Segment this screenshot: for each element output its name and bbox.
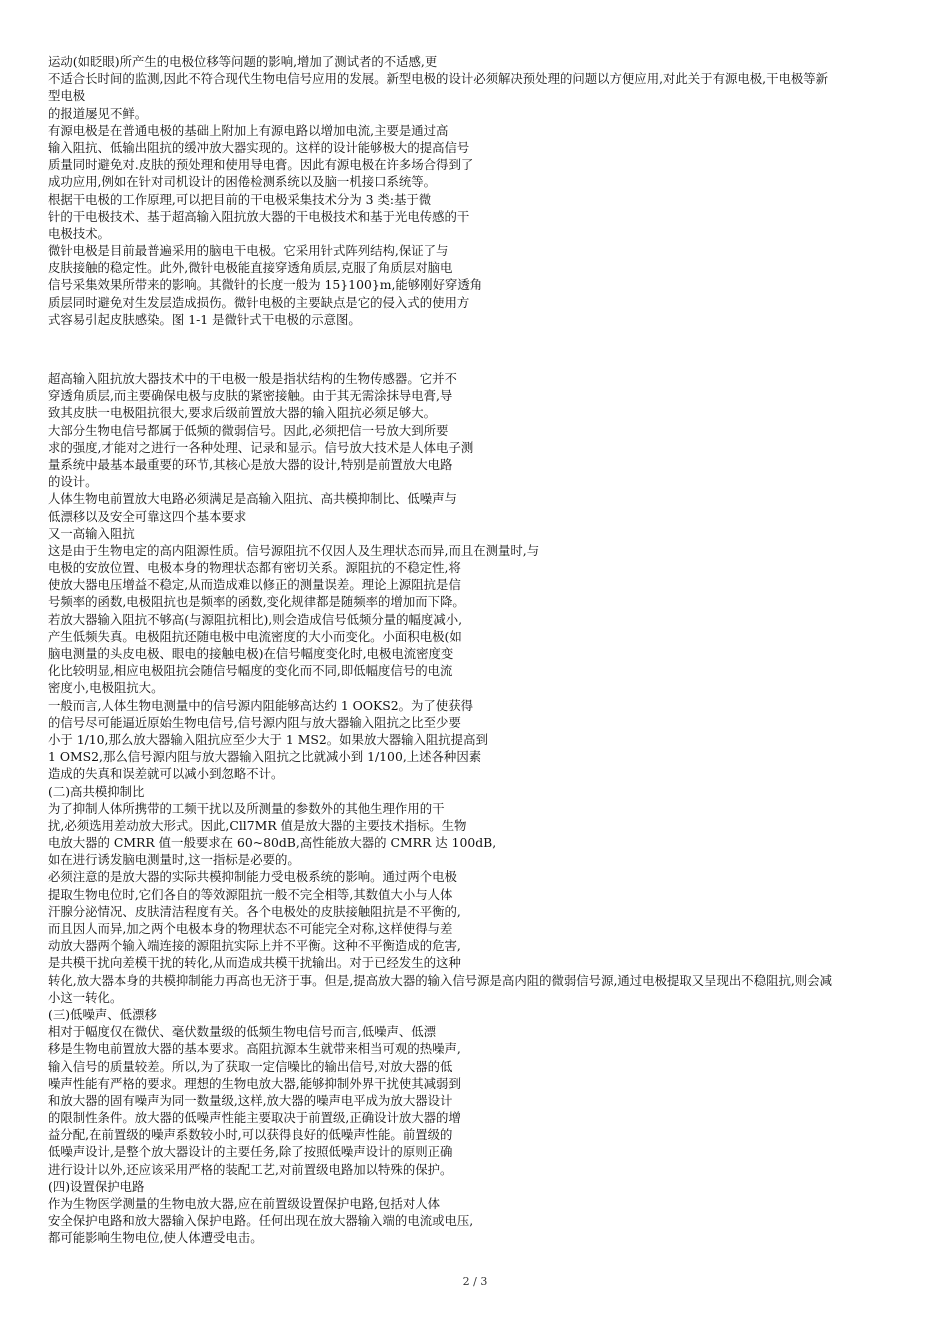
text-line: 输入信号的质量较差。所以,为了获取一定信噪比的输出信号,对放大器的低 (48, 1058, 453, 1074)
text-line: 提取生物电位时,它们各自的等效源阻抗一般不完全相等,其数值大小与人体 (48, 886, 453, 902)
text-line: 微针电极是目前最普遍采用的脑电干电极。它采用针式阵列结构,保证了与 (48, 243, 449, 259)
text-line: 是共模干扰向差模干扰的转化,从而造成共模干扰输出。对于已经发生的这种 (48, 955, 461, 971)
text-line: 质层同时避免对生发层造成损伤。微针电极的主要缺点是它的侵入式的使用方 (48, 294, 470, 310)
text-line: 致其皮肤一电极阻抗很大,要求后级前置放大器的输入阻抗必须足够大。 (48, 405, 437, 421)
text-block-lower (48, 370, 908, 1247)
text-line: 移是生物电前置放大器的基本要求。高阻抗源本生就带来相当可观的热噪声, (48, 1041, 461, 1057)
text-line: 使放大器电压增益不稳定,从而造成难以修正的测量误差。理论上源阻抗是信 (48, 577, 461, 593)
text-line: 造成的失真和误差就可以减小到忽略不计。 (48, 766, 284, 782)
text-line: 脑电测量的头皮电极、眼电的接触电极)在信号幅度变化时,电极电流密度变 (48, 646, 454, 661)
page-number: 2 / 3 (462, 1275, 488, 1288)
text-line: 运动(如眨眼)所产生的电极位移等问题的影响,增加了测试者的不适感,更 (48, 54, 438, 69)
text-line: 皮肤接触的稳定性。此外,微针电极能直接穿透角质层,克服了角质层对脑电 (48, 260, 453, 276)
text-line: 动放大器两个输入端连接的源阻抗实际上并不平衡。这种不平衡造成的危害, (48, 938, 461, 954)
text-line: 进行设计以外,还应该采用严格的装配工艺,对前置级电路加以特殊的保护。 (48, 1161, 453, 1177)
text-line: 电放大器的 CMRR 值一般要求在 60~80dB,高性能放大器的 CMRR 达 100dB, (48, 835, 497, 851)
text-line: 都可能影响生物电位,使人体遭受电击。 (48, 1230, 263, 1246)
text-line: 人体生物电前置放大电路必须满足是高输入阻抗、高共模抑制比、低噪声与 (48, 491, 457, 507)
text-line: 超高输入阻抗放大器技术中的干电极一般是指状结构的生物传感器。它并不 (48, 371, 457, 386)
text-line: 号频率的函数,电极阻抗也是频率的函数,变化规律都是随频率的增加而下降。 (48, 594, 465, 610)
text-line: 和放大器的固有噪声为同一数量级,这样,放大器的噪声电平成为放大器设计 (48, 1092, 453, 1108)
text-line: (三)低噪声、低漂移 (48, 1006, 157, 1022)
text-line: 安全保护电路和放大器输入保护电路。任何出现在放大器输入端的电流或电压, (48, 1213, 474, 1229)
text-line: 小于 1/10,那么放大器输入阻抗应至少大于 1 MS2。如果放大器输入阻抗提高到 (48, 731, 488, 747)
text-line: 小这一转化。 (48, 989, 123, 1005)
text-line: 大部分生物电信号都属于低频的微弱信号。因此,必须把信一号放大到所要 (48, 422, 449, 438)
text-line: 式容易引起皮肤感染。图 1-1 是微针式干电极的示意图。 (48, 311, 361, 327)
text-line: 如在进行诱发脑电测量时,这一指标是必要的。 (48, 852, 300, 868)
text-line: 为了抑制人体所携带的工频干扰以及所测量的参数外的其他生理作用的干 (48, 800, 445, 816)
text-line: 转化,放大器本身的共模抑制能力再高也无济于事。但是,提高放大器的输入信号源是高内阻的微弱信号源,通过电极提取又呈现出不稳阻抗,则会减 (48, 972, 832, 988)
text-line: 成功应用,例如在针对司机设计的困倦检测系统以及脑一机接口系统等。 (48, 174, 437, 190)
text-line: 的信号尽可能逼近原始生物电信号,信号源内阻与放大器输入阻抗之比至少要 (48, 714, 461, 730)
text-line: 的设计。 (48, 474, 98, 490)
text-line: 密度小,电极阻抗大。 (48, 680, 164, 696)
text-line: 又一高输入阻抗 (48, 525, 135, 541)
text-line: 输入阻抗、低输出阻抗的缓冲放大器实现的。这样的设计能够极大的提高信号 (48, 139, 470, 155)
text-line: 的报道屡见不鲜。 (48, 105, 148, 121)
text-line: 一般而言,人体生物电测量中的信号源内阻能够高达约 1 OOKS2。为了使获得 (48, 697, 473, 713)
text-line: 汗腺分泌情况、皮肤清洁程度有关。各个电极处的皮肤接触阻抗是不平衡的, (48, 903, 461, 919)
text-line: 必须注意的是放大器的实际共模抑制能力受电极系统的影响。通过两个电极 (48, 869, 457, 885)
text-line: 作为生物医学测量的生物电放大器,应在前置级设置保护电路,包括对人体 (48, 1196, 440, 1211)
text-block-upper (48, 53, 908, 328)
text-line: 这是由于生物电定的高内阻源性质。信号源阻抗不仅因人及生理状态而异,而且在测量时,与 (48, 542, 540, 558)
text-line: 化比较明显,相应电极阻抗会随信号幅度的变化而不同,即低幅度信号的电流 (48, 663, 453, 679)
text-line: 电极技术。 (48, 225, 110, 241)
text-line: (四)设置保护电路 (48, 1178, 145, 1194)
text-line: (二)高共模抑制比 (48, 783, 145, 799)
text-line: 噪声性能有严格的要求。理想的生物电放大器,能够抑制外界干扰使其减弱到 (48, 1075, 461, 1091)
text-line: 扰,必须选用差动放大形式。因此,Cll7MR 值是放大器的主要技术指标。生物 (48, 817, 467, 833)
text-line: 针的干电极技术、基于超高输入阻抗放大器的干电极技术和基于光电传感的干 (48, 208, 470, 224)
text-line: 益分配,在前置级的噪声系数较小时,可以获得良好的低噪声性能。前置级的 (48, 1127, 453, 1143)
text-line: 低漂移以及安全可靠这四个基本要求 (48, 508, 247, 524)
text-line: 低噪声设计,是整个放大器设计的主要任务,除了按照低噪声设计的原则正确 (48, 1144, 453, 1160)
text-line: 信号采集效果所带来的影响。其微针的长度一般为 15}100}m,能够刚好穿透角 (48, 277, 483, 293)
text-line: 求的强度,才能对之进行一各种处理、记录和显示。信号放大技术是人体电子测 (48, 439, 474, 455)
text-line: 穿透角质层,而主要确保电极与皮肤的紧密接触。由于其无需涂抹导电膏,导 (48, 388, 453, 404)
text-line: 而且因人而异,加之两个电极本身的物理状态不可能完全对称,这样使得与差 (48, 921, 453, 936)
text-line: 的限制性条件。放大器的低噪声性能主要取决于前置级,正确设计放大器的增 (48, 1110, 461, 1126)
text-line: 相对于幅度仅在微伏、毫伏数量级的低频生物电信号而言,低噪声、低漂 (48, 1024, 437, 1040)
text-line: 1 OMS2,那么信号源内阻与放大器输入阻抗之比就减小到 1/100,上述各种因素 (48, 749, 482, 765)
text-line: 有源电极是在普通电极的基础上附加上有源电路以增加电流,主要是通过高 (48, 122, 449, 138)
text-line: 根据干电极的工作原理,可以把目前的干电极采集技术分为 3 类:基于微 (48, 191, 432, 207)
text-line: 若放大器输入阻抗不够高(与源阻抗相比),则会造成信号低频分量的幅度减小, (48, 611, 463, 627)
text-line: 型电极 (48, 88, 86, 104)
text-line: 电极的安放位置、电极本身的物理状态都有密切关系。源阻抗的不稳定性,将 (48, 560, 461, 576)
text-line: 不适合长时间的监测,因此不符合现代生物电信号应用的发展。新型电极的设计必须解决预处理的问题以方便应用,对此关于有源电极,干电极等新 (48, 71, 829, 87)
text-line: 质量同时避免对.皮肤的预处理和使用导电膏。因此有源电极在许多场合得到了 (48, 157, 474, 173)
text-line: 产生低频失真。电极阻抗还随电极中电流密度的大小而变化。小面积电极(如 (48, 628, 462, 644)
text-line: 量系统中最基本最重要的环节,其核心是放大器的设计,特别是前置放大电路 (48, 456, 453, 472)
